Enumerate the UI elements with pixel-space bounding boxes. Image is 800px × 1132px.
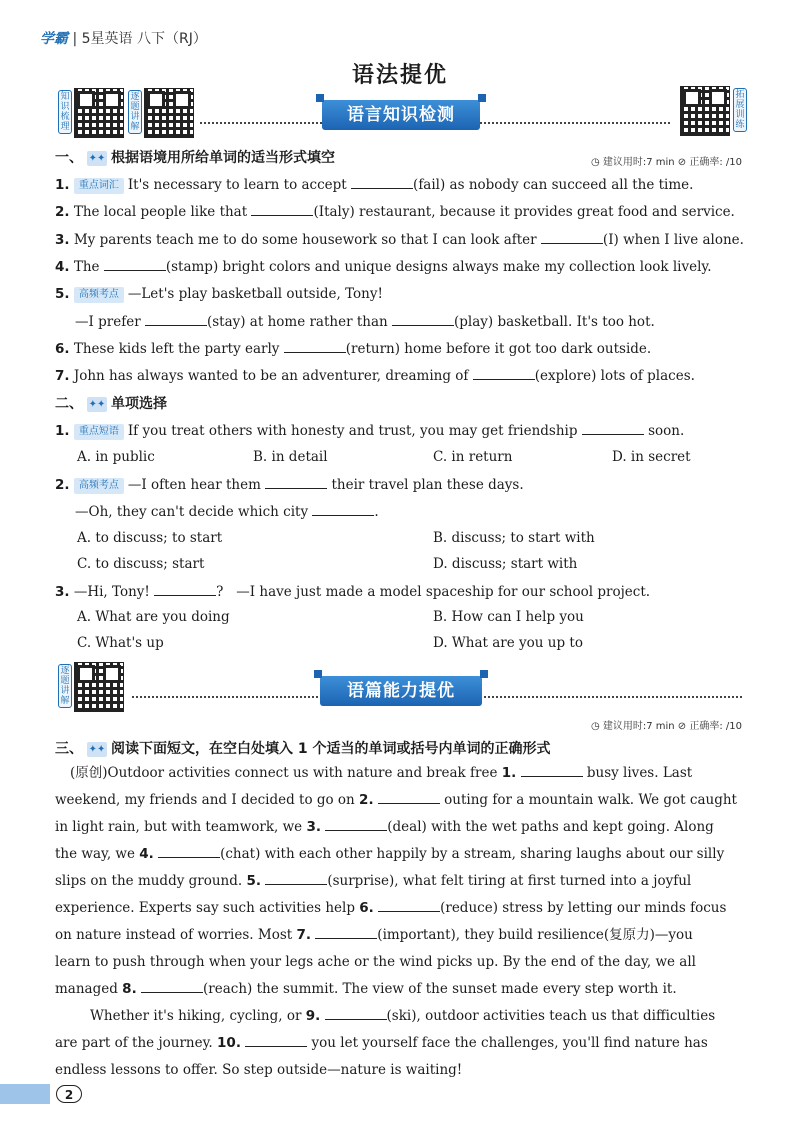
page-tab bbox=[0, 1084, 50, 1104]
option-d[interactable]: D. What are you up to bbox=[433, 635, 583, 651]
passage-line: (原创)Outdoor activities connect us with nature and break free 1. busy lives. Last bbox=[70, 760, 692, 787]
book-subtitle: 5星英语 八下（RJ） bbox=[81, 31, 207, 47]
difficulty-stars-icon: ✦✦ bbox=[88, 743, 106, 755]
brand-logo: 学霸 bbox=[40, 31, 68, 47]
answer-blank[interactable] bbox=[154, 581, 216, 596]
section-heading: 一、 ✦✦ 根据语境用所给单词的适当形式填空 bbox=[55, 150, 335, 166]
answer-blank[interactable] bbox=[245, 1032, 307, 1047]
answer-blank[interactable] bbox=[392, 311, 454, 326]
question-7: 7. John has always wanted to be an adventurer, dreaming of (explore) lots of places. bbox=[55, 365, 695, 386]
qr-label-explain: 逐题讲解 bbox=[58, 664, 72, 708]
tag-badge: 高频考点 bbox=[74, 478, 124, 494]
passage-line: slips on the muddy ground. 5. (surprise), what felt tiring at first turned into a joyful bbox=[55, 868, 691, 895]
time-accuracy-meta: ◷ 建议用时:7 min ⊘ 正确率: /10 bbox=[590, 721, 742, 732]
answer-blank[interactable] bbox=[473, 365, 535, 380]
passage-line: weekend, my friends and I decided to go on 2. outing for a mountain walk. We got caught bbox=[55, 787, 737, 814]
answer-blank[interactable] bbox=[141, 978, 203, 993]
passage-line: the way, we 4. (chat) with each other happily by a stream, sharing laughs about our silly bbox=[55, 841, 724, 868]
answer-blank[interactable] bbox=[312, 501, 374, 516]
qr-code-icon[interactable] bbox=[680, 86, 730, 136]
option-a[interactable]: A. What are you doing bbox=[77, 609, 230, 625]
answer-blank[interactable] bbox=[378, 789, 440, 804]
page-title: 语法提优 bbox=[351, 63, 448, 88]
book-header: 学霸 | 5星英语 八下（RJ） bbox=[40, 31, 207, 47]
question-5-reply: —I prefer (stay) at home rather than (play) basketball. It's too hot. bbox=[75, 311, 655, 332]
question-4: 4. The (stamp) bright colors and unique designs always make my collection look lively. bbox=[55, 256, 712, 277]
section-banner: 语言知识检测 bbox=[322, 100, 480, 130]
answer-blank[interactable] bbox=[104, 256, 166, 271]
passage-line: managed 8. (reach) the summit. The view of the sunset made every step worth it. bbox=[55, 976, 677, 1003]
qr-code-icon[interactable] bbox=[74, 88, 124, 138]
qr-code-icon[interactable] bbox=[74, 662, 124, 712]
tag-badge: 重点词汇 bbox=[74, 178, 124, 194]
answer-blank[interactable] bbox=[158, 843, 220, 858]
passage-line: experience. Experts say such activities help 6. (reduce) stress by letting our minds focus bbox=[55, 895, 726, 922]
qr-label-extend: 拓展训练 bbox=[733, 88, 747, 132]
qr-label-knowledge: 知识梳理 bbox=[58, 90, 72, 134]
section-heading: 三、 ✦✦ 阅读下面短文，在空白处填入 1 个适当的单词或括号内单词的正确形式 bbox=[55, 741, 551, 757]
answer-blank[interactable] bbox=[265, 870, 327, 885]
passage-line: endless lessons to offer. So step outside—nature is waiting! bbox=[55, 1062, 463, 1078]
answer-blank[interactable] bbox=[251, 201, 313, 216]
section-banner: 语篇能力提优 bbox=[320, 676, 482, 706]
choice-question-3: 3. —Hi, Tony! ? —I have just made a model spaceship for our school project. bbox=[55, 581, 650, 602]
difficulty-stars-icon: ✦✦ bbox=[88, 152, 106, 164]
option-d[interactable]: D. discuss; start with bbox=[433, 556, 578, 572]
answer-blank[interactable] bbox=[265, 474, 327, 489]
option-c[interactable]: C. to discuss; start bbox=[77, 556, 205, 572]
question-6: 6. These kids left the party early (return) home before it got too dark outside. bbox=[55, 338, 651, 359]
choice-question-2: 2. 高频考点 —I often hear them their travel plan these days. bbox=[55, 474, 524, 495]
option-c[interactable]: C. in return bbox=[433, 449, 513, 465]
section-heading: 二、 ✦✦ 单项选择 bbox=[55, 396, 167, 412]
answer-blank[interactable] bbox=[351, 174, 413, 189]
answer-blank[interactable] bbox=[541, 229, 603, 244]
option-d[interactable]: D. in secret bbox=[612, 449, 691, 465]
answer-blank[interactable] bbox=[145, 311, 207, 326]
answer-blank[interactable] bbox=[582, 420, 644, 435]
option-b[interactable]: B. How can I help you bbox=[433, 609, 584, 625]
qr-code-icon[interactable] bbox=[144, 88, 194, 138]
tag-badge: 重点短语 bbox=[74, 424, 124, 440]
question-5: 5. 高频考点 —Let's play basketball outside, Tony! bbox=[55, 286, 383, 302]
passage-line: learn to push through when your legs ache or the wind picks up. By the end of the day, we all bbox=[55, 954, 696, 970]
option-a[interactable]: A. in public bbox=[77, 449, 155, 465]
tag-badge: 高频考点 bbox=[74, 287, 124, 303]
option-b[interactable]: B. in detail bbox=[253, 449, 328, 465]
answer-blank[interactable] bbox=[284, 338, 346, 353]
answer-blank[interactable] bbox=[521, 762, 583, 777]
choice-question-1: 1. 重点短语 If you treat others with honesty and trust, you may get friendship soon. bbox=[55, 420, 684, 441]
option-b[interactable]: B. discuss; to start with bbox=[433, 530, 595, 546]
passage-line: on nature instead of worries. Most 7. (important), they build resilience(复原力)—you bbox=[55, 922, 693, 949]
question-3: 3. My parents teach me to do some housework so that I can look after (I) when I live alone. bbox=[55, 229, 744, 250]
question-2: 2. The local people like that (Italy) restaurant, because it provides great food and service. bbox=[55, 201, 735, 222]
difficulty-stars-icon: ✦✦ bbox=[88, 398, 106, 410]
choice-question-2-reply: —Oh, they can't decide which city . bbox=[75, 501, 379, 522]
option-a[interactable]: A. to discuss; to start bbox=[77, 530, 223, 546]
passage-line: are part of the journey. 10. you let yourself face the challenges, you'll find nature has bbox=[55, 1030, 708, 1057]
answer-blank[interactable] bbox=[378, 897, 440, 912]
qr-label-explain: 逐题讲解 bbox=[128, 90, 142, 134]
answer-blank[interactable] bbox=[325, 816, 387, 831]
passage-line: in light rain, but with teamwork, we 3. (deal) with the wet paths and kept going. Along bbox=[55, 814, 714, 841]
option-c[interactable]: C. What's up bbox=[77, 635, 164, 651]
time-accuracy-meta: ◷ 建议用时:7 min ⊘ 正确率: /10 bbox=[590, 157, 742, 168]
answer-blank[interactable] bbox=[315, 924, 377, 939]
answer-blank[interactable] bbox=[325, 1005, 387, 1020]
question-1: 1. 重点词汇 It's necessary to learn to accept (fail) as nobody can succeed all the time. bbox=[55, 174, 693, 195]
page-number: 2 bbox=[56, 1085, 82, 1103]
passage-line: Whether it's hiking, cycling, or 9. (ski), outdoor activities teach us that difficulties bbox=[90, 1003, 715, 1030]
